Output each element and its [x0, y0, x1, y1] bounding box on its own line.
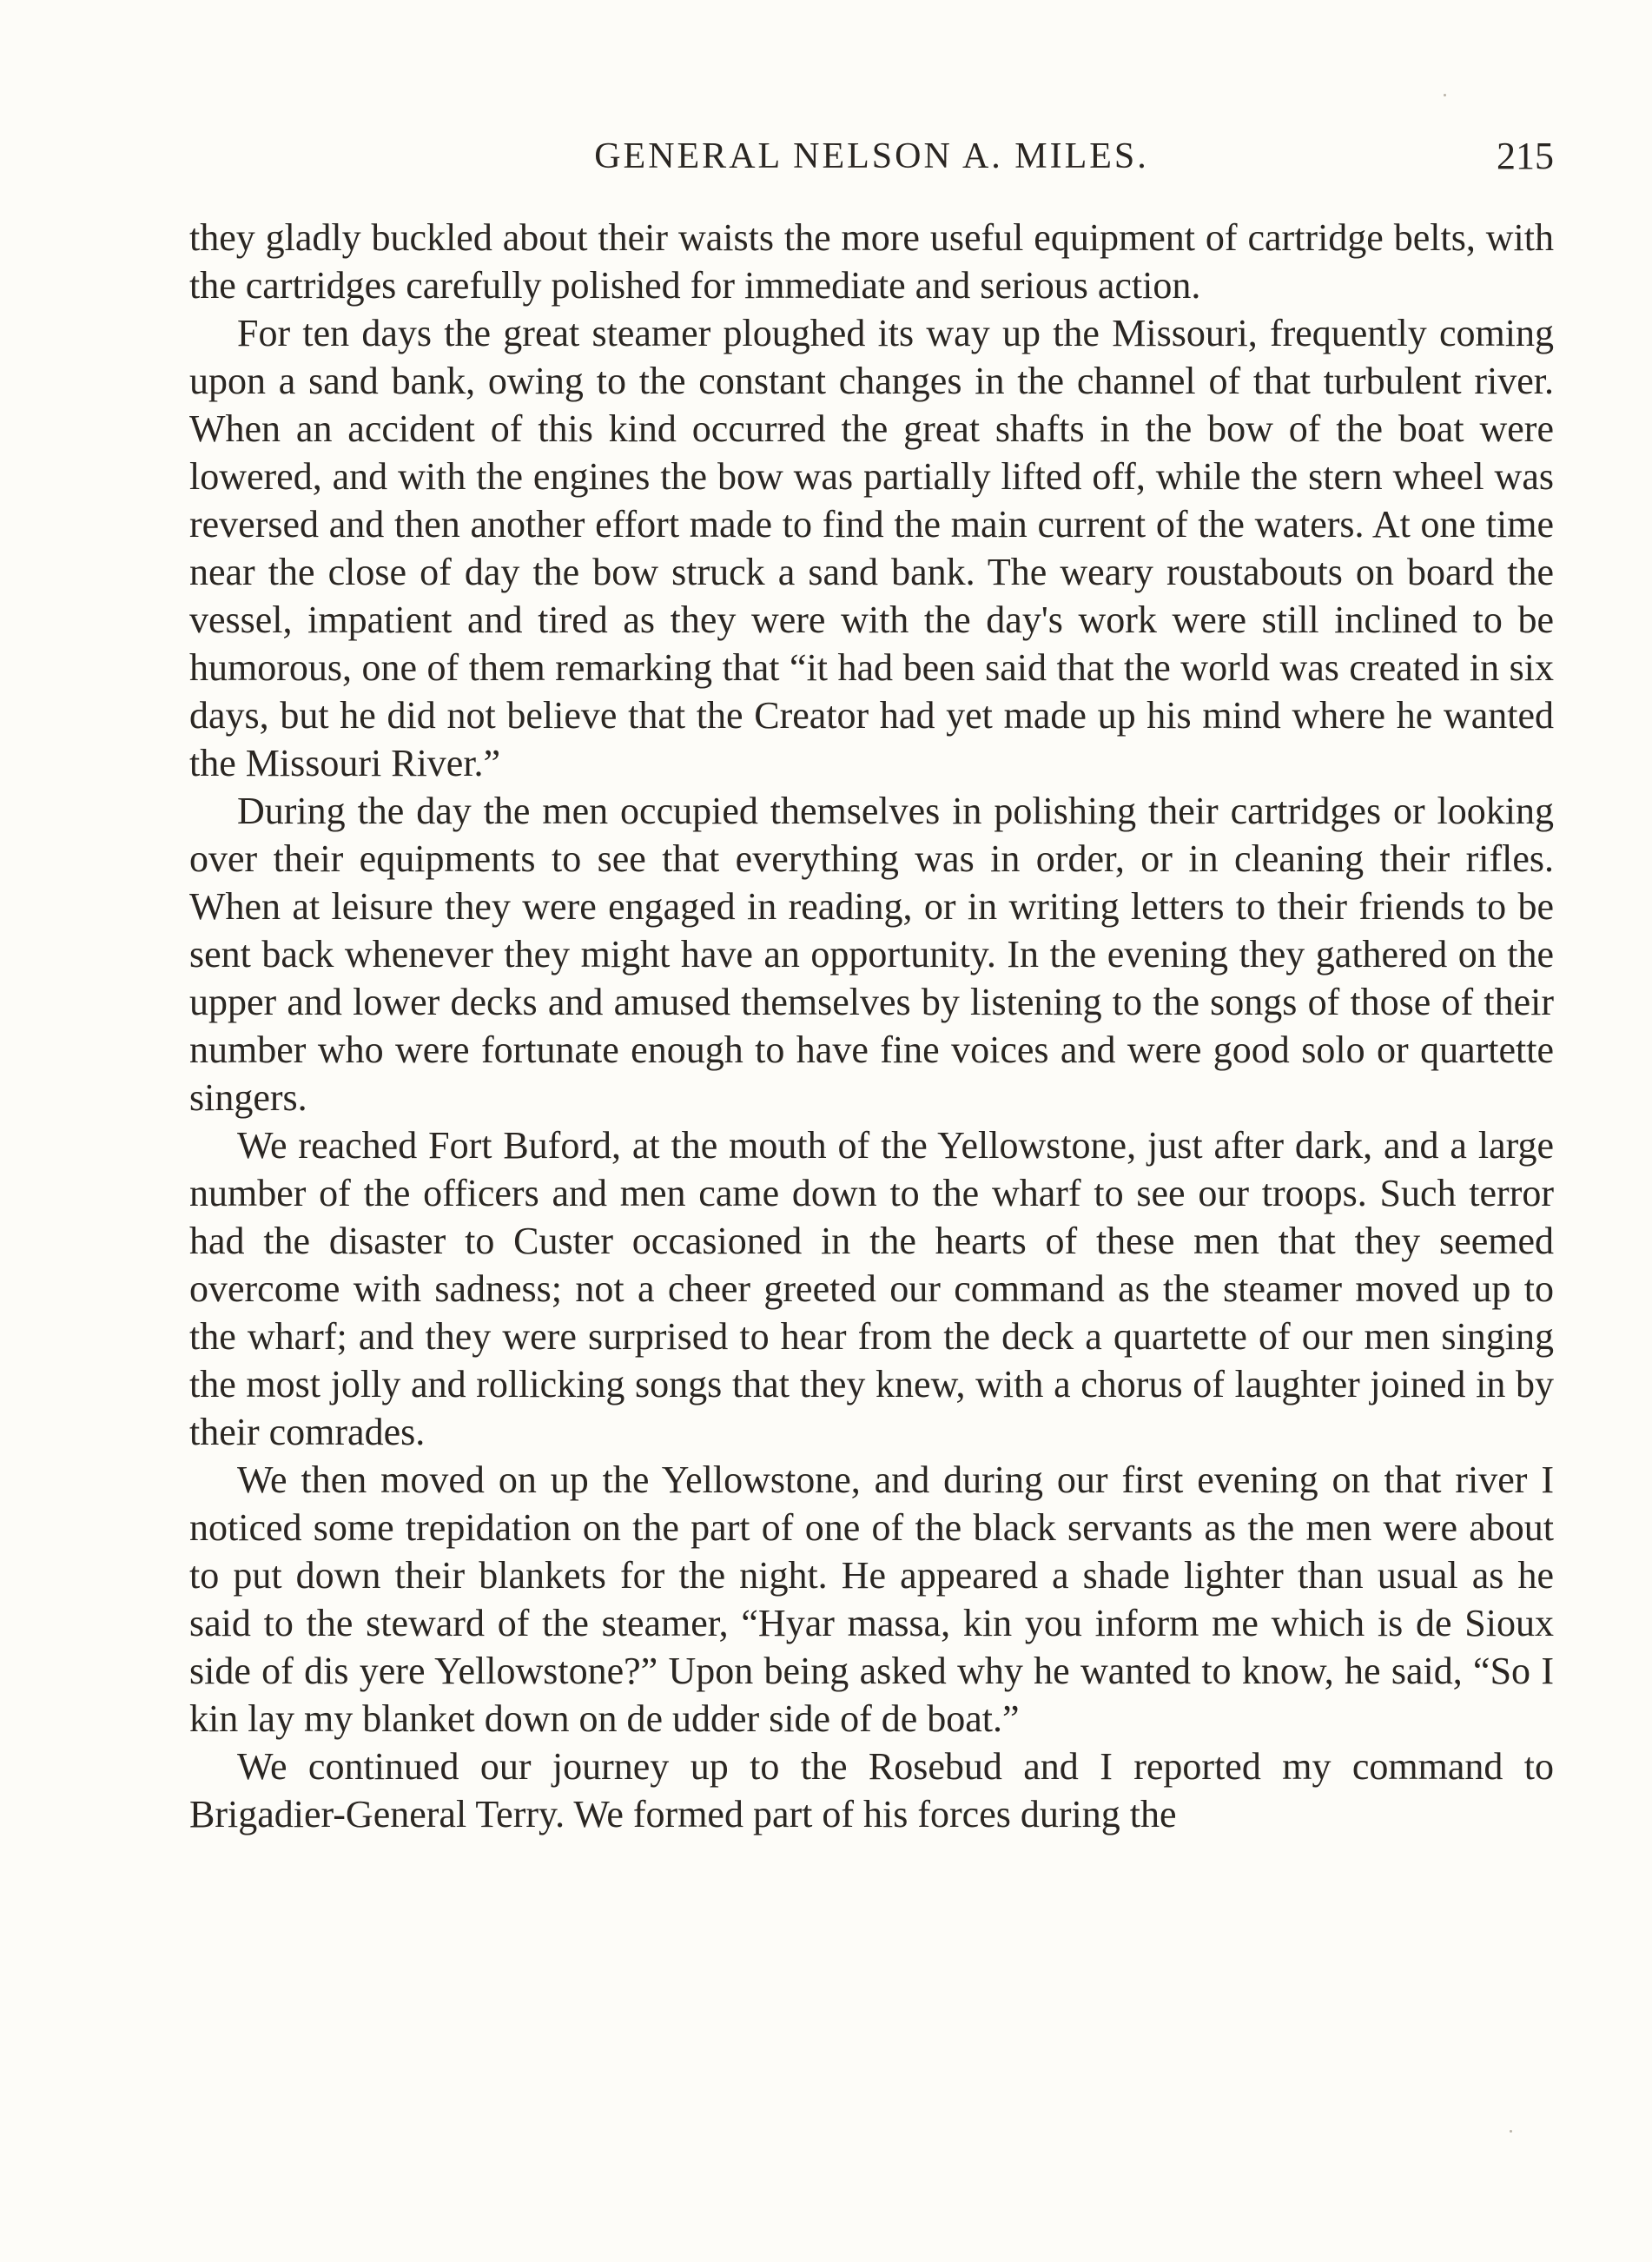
running-title: GENERAL NELSON A. MILES. — [594, 136, 1149, 176]
running-head — [189, 130, 1554, 182]
paragraph-fort-buford: We reached Fort Buford, at the mouth of the Yellowstone, just after dark, and a large number of the officers and men came down to the wharf to see our troops. Such terror had the disaster to Custer occasioned in the hearts of these men that they seemed overcome with sadness; not a cheer greeted our command as the steamer moved up to the wharf; and they were surprised to hear from the deck a quartette of our men singing the most jolly and rollicking songs that they knew, with a chorus of laughter joined in by their comrades. — [189, 1124, 1554, 1453]
paragraph-missouri-voyage: For ten days the great steamer ploughed its way up the Missouri, frequently coming upon a sand bank, owing to the constant changes in the channel of that turbulent river. When an accident of this kind occurred the great shafts in the bow of the boat were lowered, and with the engines the bow was partially lifted off, while the stern wheel was reversed and then another effort made to find the main current of the waters. At one time near the close of day the bow struck a sand bank. The weary roustabouts on board the vessel, impatient and tired as they were with the day's work were still inclined to be humorous, one of them remarking that “it had been said that the world was created in six days, but he did not believe that the Creator had yet made up his mind where he wanted the Missouri River.” — [189, 312, 1554, 784]
paragraph-continued: they gladly buckled about their waists the more useful equipment of cartridge belts, with the cartridges carefully polished for immediate and serious action. — [189, 216, 1554, 307]
paper-speck — [1444, 94, 1446, 96]
page-number: 215 — [1497, 135, 1554, 177]
paper-speck — [1510, 2130, 1512, 2133]
paragraph-daily-routine: During the day the men occupied themselves in polishing their cartridges or looking over their equipments to see that everything was in order, or in cleaning their rifles. When at leisure they were engaged in reading, or in writing letters to their friends to be sent back whenever they might have an opportunity. In the evening they gathered on the upper and lower decks and amused themselves by listening to the songs of those of their number who were fortunate enough to have fine voices and were good solo or quartette singers. — [189, 790, 1554, 1119]
paragraph-yellowstone: We then moved on up the Yellowstone, and during our first evening on that river I noticed some trepidation on the part of one of the black servants as the men were about to put down their blankets for the night. He appeared a shade lighter than usual as he said to the steward of the steamer, “Hyar massa, kin you inform me which is de Sioux side of dis yere Yellowstone?” Upon being asked why he wanted to know, he said, “So I kin lay my blanket down on de udder side of de boat.” — [189, 1458, 1554, 1740]
body-text — [189, 214, 1554, 1838]
paragraph-rosebud: We continued our journey up to the Rosebud and I reported my command to Brigadier-General Terry. We formed part of his forces during the — [189, 1745, 1554, 1835]
